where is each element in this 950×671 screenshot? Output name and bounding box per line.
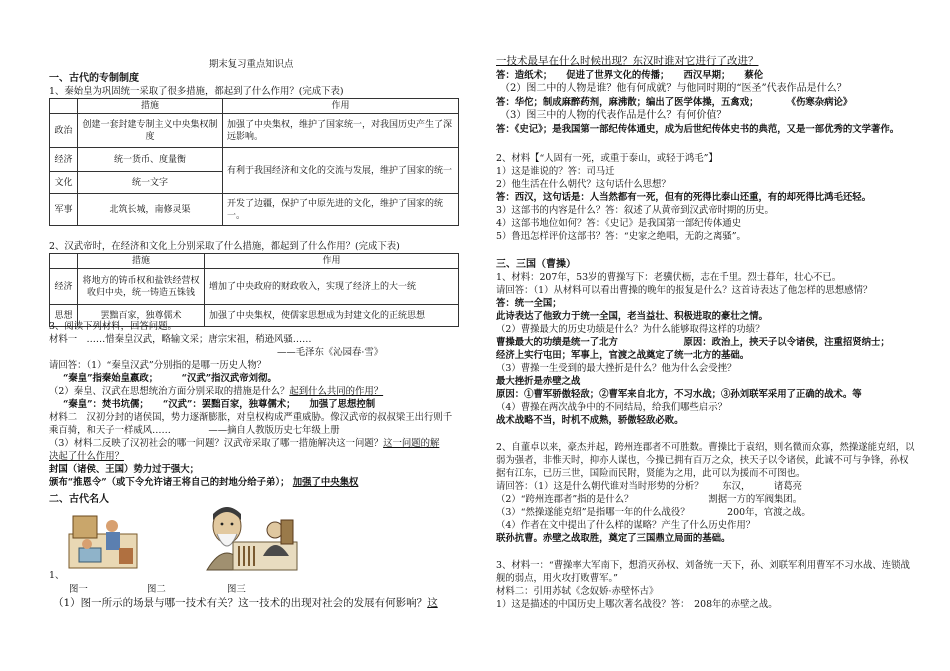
s3-q2-line-7: （4）作者在文中提出了什么样的谋略？产生了什么历史作用？	[496, 520, 756, 531]
table-cell: 经济	[50, 269, 78, 305]
s3-line-12: 战术战略不当，时机不成熟，骄傲轻敌必败。	[496, 415, 684, 426]
table-cell: 加强了中央集权，使儒家思想成为封建文化的正统思想	[205, 305, 459, 327]
material-2-line-2: 乘百骑，和天子一样威风…… ——摘自人教版历史七年级上册	[49, 425, 340, 436]
figure-number: 1、	[49, 570, 65, 581]
han-measures-table	[49, 253, 459, 327]
s3-line-5: （2）曹操最大的历史功绩是什么？为什么能够取得这样的功绩？	[496, 324, 765, 335]
q2-line-6: 5）鲁迅怎样评价这部书？答：“史家之绝唱，无韵之离骚”。	[496, 231, 746, 242]
q2-line-4: 3）这部书的内容是什么？答：叙述了从黄帝到汉武帝时期的历史。	[496, 205, 774, 216]
table-cell: 将地方的铸币权和盐铁经营权收归中央，统一铸造五铢钱	[78, 269, 205, 305]
question-3-3: （3）材料二反映了汉初社会的哪一问题？汉武帝采取了哪一措施解决这一问题？这一问题的解	[49, 438, 440, 449]
answer-3-2: “秦皇”：焚书坑儒； “汉武”：罢黜百家，独尊儒术； 加强了思想控制	[63, 399, 376, 410]
table-cell: 军事	[50, 194, 78, 226]
question-figure-2: （2）图二中的人物是谁？他有何成就？与他同时期的“医圣”代表作品是什么？	[500, 83, 847, 94]
table-cell: 统一货币、度量衡	[78, 148, 223, 172]
papermaking-scene-image	[67, 508, 139, 570]
s3-line-2: 请回答：（1）从材料可以看出曹操的晚年的报复是什么？这首诗表达了他怎样的思想感情？	[496, 285, 873, 296]
table-cell: 经济	[50, 148, 78, 172]
table-cell: 增加了中央政府的财政收入，实现了经济上的大一统	[205, 269, 459, 305]
s3-line-8: （3）曹操一生受到的最大挫折是什么？他为什么会受挫？	[496, 363, 737, 374]
qin-measures-table	[49, 98, 459, 226]
question-figure-1-cont: 一技术最早在什么时候出现？东汉时谁对它进行了改进？	[496, 55, 759, 67]
question-3-2: （2）秦皇、汉武在思想统治方面分别采取的措施是什么？起到什么共同的作用？	[49, 386, 384, 397]
table-cell: 创建一套封建专制主义中央集权制度	[78, 114, 223, 148]
question-figure-3: （3）图三中的人物的代表作品是什么？有何价值？	[500, 110, 727, 121]
material-1: 材料一 ……惜秦皇汉武，略输文采；唐宗宋祖，稍逊风骚……	[49, 334, 312, 345]
s3-line-6: 曹操最大的功绩是统一了北方 原因：政治上，挟天子以令诸侯，注重招贤纳士；	[496, 337, 890, 348]
figure-caption-3: 图三	[227, 584, 246, 595]
question-2: 2、汉武帝时，在经济和文化上分别采取了什么措施，都起到了什么作用？(完成下表)	[49, 241, 400, 252]
s3-q3-line-4: 1）这是描述的中国历史上哪次著名战役？答： 208年的赤壁之战。	[496, 599, 778, 610]
s3-q2-line-3: 据有江东，已历三世，国险而民附，贤能为之用，此可以为援而不可图也。	[496, 468, 806, 479]
table-header: 作用	[223, 99, 459, 114]
s3-q2-line-6: （3）“然操遂能克绍”是指哪一年的什么战役？ 200年，官渡之战。	[496, 507, 811, 518]
s3-line-3: 答：统一全国；	[496, 298, 562, 309]
answer-figure-3: 答：《史记》；是我国第一部纪传体通史，成为后世纪传体史书的典范，又是一部优秀的文学著作。	[496, 124, 900, 135]
s3-line-1: 1、材料：207年，53岁的曹操写下：老骥伏枥，志在千里。烈士暮年，壮心不已。	[496, 272, 842, 283]
s3-q2-line-2: 弱为强者，非惟天时，抑亦人谋也，今操已拥有百万之众，挟天子以令诸侯，此诚不可与争锋，孙权	[496, 455, 909, 466]
table-header: 作用	[205, 254, 459, 269]
table-row	[50, 114, 459, 148]
s3-q3-line-1: 3、材料一：“曹操率大军南下，想消灭孙权、刘备统一天下，孙、刘联军利用曹军不习水战、连锁战	[496, 560, 910, 571]
s3-q2-line-4: 请回答：（1）这是什么朝代谁对当时形势的分析？ 东汉， 诸葛亮	[496, 481, 802, 492]
table-cell: 开发了边疆，保护了中原先进的文化，维护了国家的统一。	[223, 194, 459, 226]
table-cell: 有利于我国经济和文化的交流与发展，维护了国家的统一	[223, 148, 459, 194]
table-header-row	[50, 254, 459, 269]
material-2-quote: 2、材料【“人固有一死，或重于泰山，或轻于鸿毛”】	[496, 153, 718, 164]
question-3: 3、阅读下列材料，回答问题。	[49, 321, 177, 332]
s3-q2-line-8: 联孙抗曹。赤壁之战取胜，奠定了三国鼎立局面的基础。	[496, 533, 731, 544]
table-header: 措施	[78, 99, 223, 114]
q2-line-3: 答：西汉，这句话是：人当然都有一死，但有的死得比泰山还重，有的却死得比鸿毛还轻。	[496, 192, 872, 203]
table-cell: 思想	[50, 305, 78, 327]
table-cell: 文化	[50, 172, 78, 194]
table-cell: 罢黜百家，独尊儒术	[78, 305, 205, 327]
table-cell: 政治	[50, 114, 78, 148]
table-cell: 北筑长城，南修灵渠	[78, 194, 223, 226]
section-heading-1: 一、古代的专制制度	[49, 73, 139, 84]
answer-3-1: “秦皇”指秦始皇嬴政； “汉武”指汉武帝刘彻。	[63, 373, 277, 384]
answer-3-3-b: 颁布“推恩令”（或下令允许诸王将自己的封地分给子弟）； 加强了中央集权	[49, 477, 359, 488]
section-heading-2: 二、古代名人	[49, 494, 109, 505]
question-3-3-cont: 决起了什么作用？	[49, 451, 125, 462]
q2-line-5: 4）这部书地位如何？答：《史记》是我国第一部纪传体通史	[496, 218, 742, 229]
answer-figure-2: 答：华佗；制成麻醉药剂，麻沸散；编出了医学体操，五禽戏； 《伤寒杂病论》	[496, 97, 853, 108]
question-1: 1、秦始皇为巩固统一采取了很多措施，都起到了什么作用？(完成下表)	[49, 86, 344, 97]
table-row	[50, 148, 459, 172]
section-heading-3: 三、三国（曹操）	[496, 259, 576, 270]
table-row	[50, 269, 459, 305]
s3-line-10: 原因：①曹军骄傲轻敌；②曹军来自北方，不习水战；③孙刘联军采用了正确的战术。等	[496, 389, 862, 400]
material-2-line-1: 材料二 汉初分封的诸侯国，势力逐渐膨胀，对皇权构成严重威胁。像汉武帝的叔叔梁王出行则千	[49, 412, 453, 423]
s3-q2-line-5: （2）“跨州连郡者”指的是什么？ 割据一方的军阀集团。	[496, 494, 803, 505]
s3-q2-line-1: 2、自董卓以来，豪杰并起，跨州连郡者不可胜数。曹操比于袁绍，则名微而众寡，然操遂能克绍，以	[496, 442, 915, 453]
table-cell: 加强了中央集权，维护了国家统一，对我国历史产生了深远影响。	[223, 114, 459, 148]
s3-line-7: 经济上实行屯田；军事上，官渡之战奠定了统一北方的基础。	[496, 350, 750, 361]
sima-qian-writing-image	[229, 512, 301, 574]
question-figure-1: （1）图一所示的场景与哪一技术有关？这一技术的出现对社会的发展有何影响？这	[53, 597, 438, 609]
s3-line-11: （4）曹操在两次战争中的不同结局，给我们哪些启示？	[496, 402, 727, 413]
answer-figure-1: 答：造纸术； 促进了世界文化的传播； 西汉早期； 蔡伦	[496, 70, 764, 81]
material-1-source: ——毛泽东《沁园春·雪》	[277, 347, 384, 358]
question-3-1: 请回答：（1）“秦皇汉武”分别指的是哪一历史人物？	[49, 360, 267, 371]
s3-q3-line-2: 舰的弱点，用火攻打败曹军。”	[496, 573, 618, 584]
table-cell: 统一文字	[78, 172, 223, 194]
document-title: 期末复习重点知识点	[209, 59, 294, 70]
table-row	[50, 194, 459, 226]
q2-line-1: 1）这是谁说的？答：司马迁	[496, 166, 615, 177]
table-header-row	[50, 99, 459, 114]
q2-line-2: 2）他生活在什么朝代？这句话什么思想？	[496, 179, 671, 190]
s3-line-9: 最大挫折是赤壁之战	[496, 376, 581, 387]
s3-q3-line-3: 材料二：引用苏轼《念奴娇·赤壁怀古》	[496, 586, 659, 597]
figure-caption-2: 图二	[147, 584, 166, 595]
s3-line-4: 此诗表达了他致力于统一全国，老当益壮、积极进取的豪壮之情。	[496, 311, 768, 322]
figure-caption-1: 图一	[69, 584, 88, 595]
table-header: 措施	[78, 254, 205, 269]
answer-3-3-a: 封国（诸侯、王国）势力过于强大；	[49, 464, 200, 475]
